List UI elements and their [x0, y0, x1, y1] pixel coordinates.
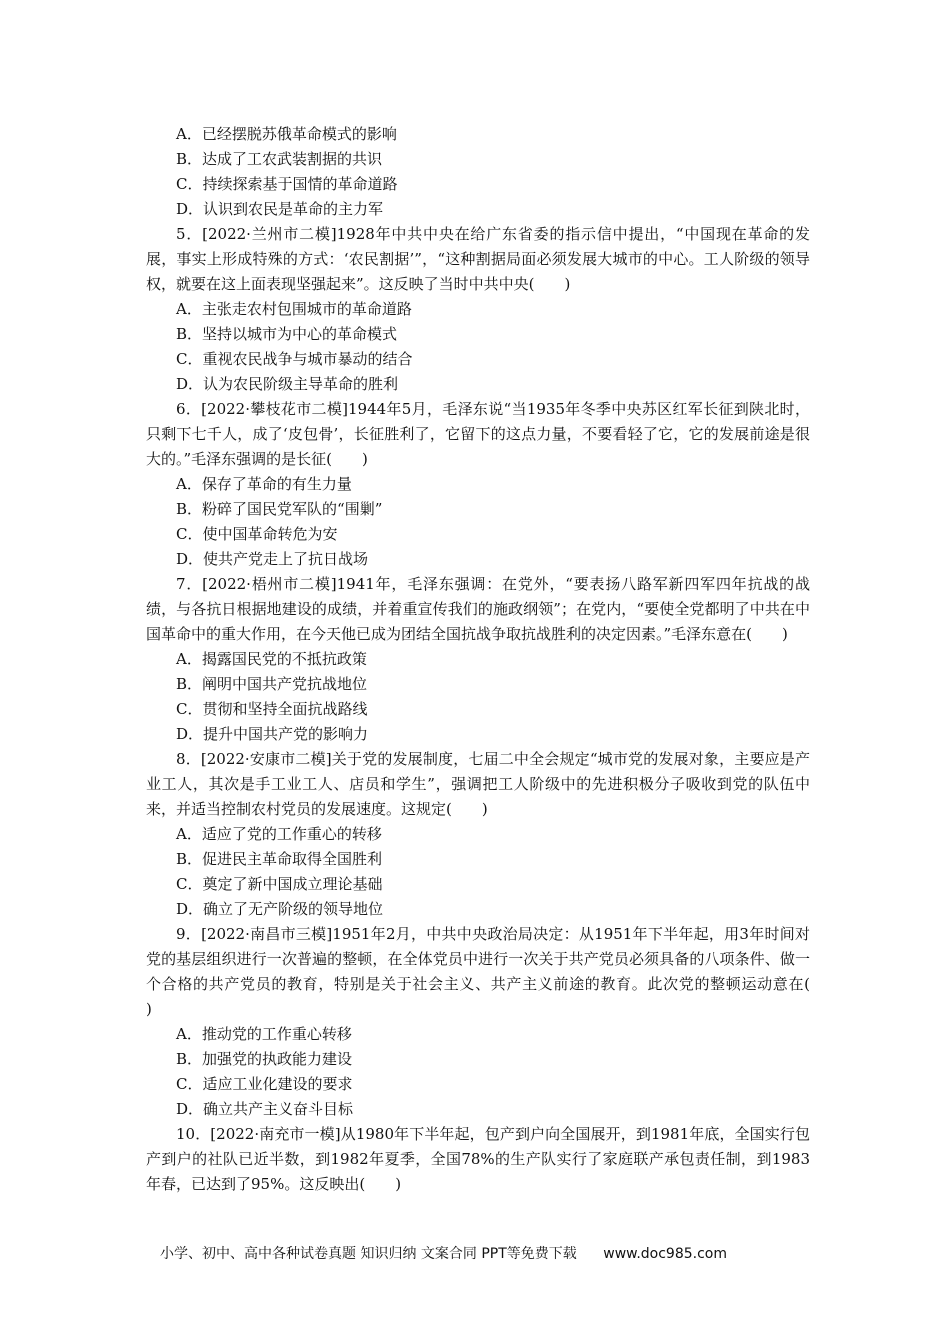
q7-option-a: A．揭露国民党的不抵抗政策 [176, 650, 367, 668]
q6-stem: 6．[2022·攀枝花市二模]1944年5月，毛泽东说“当1935年冬季中央苏区红军长征到陕北时，只剩下七千人，成了‘皮包骨’，长征胜利了，它留下的这点力量，不要看轻了它，它的发展前途是很大的。”毛泽东强调的是长征( ) [146, 400, 810, 468]
q9-option-d: D．确立共产主义奋斗目标 [176, 1100, 354, 1118]
q5-option-a: A．主张走农村包围城市的革命道路 [176, 300, 412, 318]
footer-url[interactable]: www.doc985.com [603, 1246, 727, 1262]
footer-text: 小学、初中、高中各种试卷真题 知识归纳 文案合同 PPT等免费下载 [160, 1246, 577, 1262]
q9-option-a: A．推动党的工作重心转移 [176, 1025, 352, 1043]
q6-option-d: D．使共产党走上了抗日战场 [176, 550, 369, 568]
q6-option-a: A．保存了革命的有生力量 [176, 475, 352, 493]
q6-option-c: C．使中国革命转危为安 [176, 525, 338, 543]
q4-option-d: D．认识到农民是革命的主力军 [176, 200, 384, 218]
q8-option-d: D．确立了无产阶级的领导地位 [176, 900, 384, 918]
q8-option-c: C．奠定了新中国成立理论基础 [176, 875, 383, 893]
q8-option-a: A．适应了党的工作重心的转移 [176, 825, 382, 843]
q5-stem: 5．[2022·兰州市二模]1928年中共中央在给广东省委的指示信中提出，“中国现在革命的发展，事实上形成特殊的方式：‘农民割据’”，“这种割据局面必须发展大城市的中心。工人阶级的领导权，就要在这上面表现坚强起来”。这反映了当时中共中央( ) [146, 225, 810, 293]
q7-option-c: C．贯彻和坚持全面抗战路线 [176, 700, 368, 718]
q4-option-b: B．达成了工农武装割据的共识 [176, 150, 383, 168]
q8-stem: 8．[2022·安康市二模]关于党的发展制度，七届二中全会规定“城市党的发展对象，主要应是产业工人，其次是手工业工人、店员和学生”，强调把工人阶级中的先进积极分子吸收到党的队伍中来，并适当控制农村党员的发展速度。这规定( ) [146, 750, 810, 818]
q5-option-c: C．重视农民战争与城市暴动的结合 [176, 350, 413, 368]
exam-content [146, 122, 841, 1197]
q5-option-d: D．认为农民阶级主导革命的胜利 [176, 375, 399, 393]
q7-option-b: B．阐明中国共产党抗战地位 [176, 675, 368, 693]
q7-stem: 7．[2022·梧州市二模]1941年，毛泽东强调：在党外，“要表扬八路军新四军四年抗战的战绩，与各抗日根据地建设的成绩，并着重宣传我们的施政纲领”；在党内，“要使全党都明了中共在中国革命中的重大作用，在今天他已成为团结全国抗战争取抗战胜利的决定因素。”毛泽东意在( ) [146, 575, 810, 643]
q9-stem: 9．[2022·南昌市三模]1951年2月，中共中央政治局决定：从1951年下半年起，用3年时间对党的基层组织进行一次普遍的整顿，在全体党员中进行一次关于共产党员必须具备的八项条件、做一个合格的共产党员的教育，特别是关于社会主义、共产主义前途的教育。此次党的整顿运动意在( ) [146, 925, 841, 1018]
q7-option-d: D．提升中国共产党的影响力 [176, 725, 369, 743]
q4-option-a: A．已经摆脱苏俄革命模式的影响 [176, 125, 397, 143]
q9-option-b: B．加强党的执政能力建设 [176, 1050, 353, 1068]
q4-option-c: C．持续探索基于国情的革命道路 [176, 175, 398, 193]
q8-option-b: B．促进民主革命取得全国胜利 [176, 850, 383, 868]
q5-option-b: B．坚持以城市为中心的革命模式 [176, 325, 398, 343]
page-footer [160, 1244, 800, 1264]
q9-option-c: C．适应工业化建设的要求 [176, 1075, 353, 1093]
q10-stem: 10．[2022·南充市一模]从1980年下半年起，包产到户向全国展开，到1981年底，全国实行包产到户的社队已近半数，到1982年夏季，全国78%的生产队实行了家庭联产承包责任制，到1983年春，已达到了95%。这反映出( ) [146, 1125, 810, 1193]
q6-option-b: B．粉碎了国民党军队的“围剿” [176, 500, 383, 518]
